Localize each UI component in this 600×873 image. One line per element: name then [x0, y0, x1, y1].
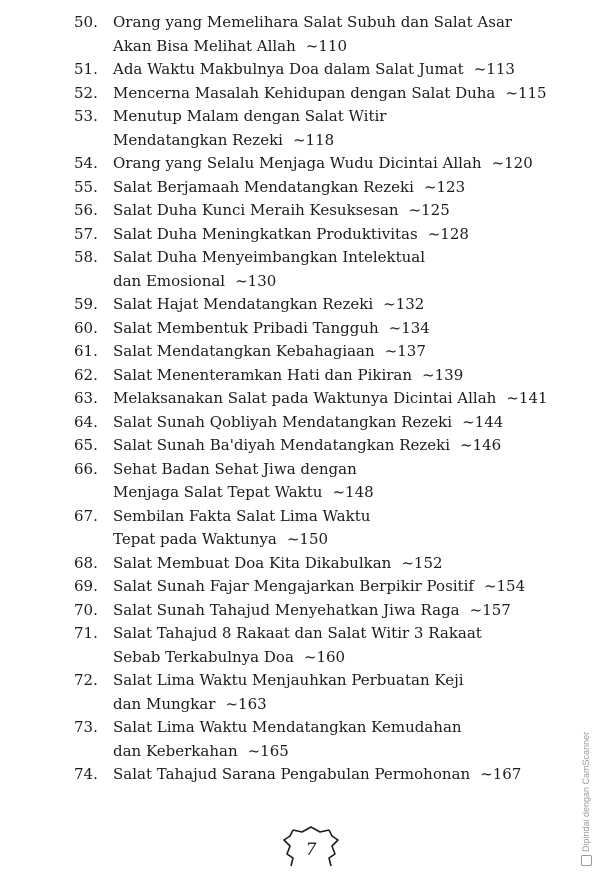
toc-entry-title: [113, 246, 574, 293]
toc-entry: [74, 575, 574, 599]
toc-entry-title: [113, 716, 574, 763]
toc-entry-number: 59.: [74, 295, 98, 313]
toc-entry-title: [113, 364, 574, 388]
toc-entry-number: 63.: [74, 389, 98, 407]
toc-entry-page: ~125: [408, 201, 450, 219]
toc-entry-page: ~144: [462, 412, 504, 431]
toc-entry-page: ~113: [473, 60, 515, 78]
toc-entry: [74, 364, 574, 388]
toc-entry-title-line: [113, 35, 574, 59]
toc-entry-title-text: dan Emosional: [113, 271, 226, 290]
toc-entry-title-line: [113, 246, 574, 270]
toc-entry-number: 52.: [74, 83, 98, 102]
toc-entry-title-text: dan Keberkahan: [113, 741, 238, 760]
toc-entry-title-line: [113, 223, 574, 247]
toc-entry-page: ~115: [505, 83, 547, 102]
toc-entry-page: ~152: [401, 553, 443, 572]
toc-entry-title: [113, 317, 574, 341]
table-of-contents: [74, 11, 574, 787]
toc-entry-title-text: Menutup Malam dengan Salat Witir: [113, 107, 387, 125]
toc-entry-number: 71.: [74, 624, 98, 642]
toc-entry-number: 65.: [74, 436, 98, 454]
toc-entry-title-text: Orang yang Memelihara Salat Subuh dan Salat Asar: [113, 13, 513, 31]
toc-entry-number: 70.: [74, 600, 98, 619]
watermark-text: Dipindai dengan CamScanner: [581, 731, 591, 852]
toc-entry: [74, 763, 574, 787]
toc-entry: [74, 411, 574, 435]
toc-entry-page: ~150: [286, 530, 329, 548]
toc-entry-title-line: [113, 552, 574, 576]
toc-entry-page: ~160: [303, 647, 346, 666]
toc-entry-number: 61.: [74, 342, 98, 360]
toc-entry-title-text: Sehat Badan Sehat Jiwa dengan: [113, 459, 357, 478]
toc-entry-title-text: Salat Membentuk Pribadi Tangguh: [113, 318, 379, 337]
toc-entry-title: [113, 340, 574, 364]
toc-entry-title-line: [113, 646, 574, 670]
toc-entry: [74, 434, 574, 458]
toc-entry-page: ~132: [383, 295, 425, 313]
toc-entry-title-text: Tepat pada Waktunya: [113, 530, 277, 548]
toc-entry-title-text: Salat Sunah Fajar Mengajarkan Berpikir Positif: [113, 577, 474, 595]
toc-entry: [74, 552, 574, 576]
toc-entry-title: [113, 575, 574, 599]
camscanner-logo-icon: [581, 855, 592, 866]
toc-entry-title-line: [113, 669, 574, 693]
toc-entry-title-line: [113, 270, 574, 294]
toc-entry-number: 54.: [74, 154, 98, 172]
toc-entry-title-text: Sebab Terkabulnya Doa: [113, 647, 294, 666]
toc-entry-page: ~163: [225, 694, 267, 713]
toc-entry-title-text: Ada Waktu Makbulnya Doa dalam Salat Jumat: [113, 60, 464, 78]
toc-entry-title-line: [113, 481, 574, 505]
toc-entry: [74, 293, 574, 317]
toc-entry-page: ~146: [460, 436, 502, 454]
toc-entry-page: ~141: [506, 389, 548, 407]
toc-entry-title-text: Salat Duha Kunci Meraih Kesuksesan: [113, 201, 399, 219]
toc-entry-page: ~165: [247, 741, 289, 760]
toc-entry-page: ~123: [423, 177, 466, 196]
toc-entry-title-line: [113, 575, 574, 599]
toc-entry-title-line: [113, 599, 574, 623]
toc-entry: [74, 176, 574, 200]
toc-entry: [74, 223, 574, 247]
toc-entry-page: ~154: [483, 577, 526, 595]
toc-entry-title-text: Salat Tahajud 8 Rakaat dan Salat Witir 3 Rakaat: [113, 624, 482, 642]
toc-entry-number: 57.: [74, 224, 98, 243]
toc-entry-title-line: [113, 340, 574, 364]
toc-entry-title-line: [113, 505, 574, 529]
toc-entry-title-text: Akan Bisa Melihat Allah: [113, 36, 296, 55]
toc-entry-number: 50.: [74, 13, 98, 31]
toc-entry-number: 51.: [74, 60, 98, 78]
toc-entry-title-text: Mencerna Masalah Kehidupan dengan Salat Duha: [113, 83, 496, 102]
toc-entry-title-text: Salat Sunah Ba'diyah Mendatangkan Rezeki: [113, 436, 451, 454]
toc-entry-number: 64.: [74, 412, 98, 431]
toc-entry-title: [113, 152, 574, 176]
toc-entry-title: [113, 199, 574, 223]
toc-entry-title: [113, 763, 574, 787]
toc-entry-number: 66.: [74, 459, 98, 478]
toc-entry-number: 58.: [74, 248, 98, 266]
toc-entry-page: ~139: [422, 365, 464, 384]
toc-entry-number: 69.: [74, 577, 98, 595]
toc-entry-title-line: [113, 387, 574, 411]
toc-entry-title: [113, 58, 574, 82]
toc-entry-page: ~120: [491, 154, 533, 172]
toc-entry-title-line: [113, 622, 574, 646]
toc-entry-page: ~148: [332, 483, 374, 501]
toc-entry-title-line: [113, 411, 574, 435]
toc-entry-title-text: Salat Tahajud Sarana Pengabulan Permohonan: [113, 765, 471, 783]
toc-entry-title: [113, 599, 574, 623]
toc-entry-title-line: [113, 716, 574, 740]
toc-entry: [74, 105, 574, 152]
toc-entry-title-text: Orang yang Selalu Menjaga Wudu Dicintai Allah: [113, 154, 482, 172]
toc-entry-page: ~118: [292, 130, 335, 149]
toc-entry-title-line: [113, 740, 574, 764]
toc-entry-title-text: Menjaga Salat Tepat Waktu: [113, 483, 323, 501]
toc-entry-title-line: [113, 82, 574, 106]
toc-entry: [74, 716, 574, 763]
toc-entry-page: ~157: [469, 600, 511, 619]
toc-entry-title: [113, 105, 574, 152]
toc-entry-title-text: Salat Sunah Qobliyah Mendatangkan Rezeki: [113, 412, 453, 431]
toc-entry-title-text: dan Mungkar: [113, 694, 216, 713]
toc-entry: [74, 599, 574, 623]
toc-entry-number: 60.: [74, 318, 98, 337]
toc-entry: [74, 340, 574, 364]
toc-entry: [74, 458, 574, 505]
toc-entry-title: [113, 622, 574, 669]
toc-entry-title-line: [113, 763, 574, 787]
toc-entry: [74, 505, 574, 552]
toc-entry-page: ~167: [480, 765, 522, 783]
toc-entry-title-text: Salat Berjamaah Mendatangkan Rezeki: [113, 177, 414, 196]
toc-entry-title-text: Salat Hajat Mendatangkan Rezeki: [113, 295, 374, 313]
toc-entry-title-text: Salat Mendatangkan Kebahagiaan: [113, 342, 375, 360]
toc-entry-title: [113, 176, 574, 200]
toc-entry-title: [113, 505, 574, 552]
toc-entry-title-line: [113, 528, 574, 552]
toc-entry-title-line: [113, 152, 574, 176]
toc-entry-title-text: Salat Lima Waktu Menjauhkan Perbuatan Keji: [113, 671, 464, 689]
toc-entry: [74, 152, 574, 176]
toc-entry-number: 62.: [74, 365, 98, 384]
toc-entry-title-text: Sembilan Fakta Salat Lima Waktu: [113, 506, 371, 525]
toc-entry: [74, 11, 574, 58]
toc-entry: [74, 58, 574, 82]
toc-entry-title-line: [113, 434, 574, 458]
toc-entry-page: ~134: [388, 318, 430, 337]
toc-entry-title-text: Salat Membuat Doa Kita Dikabulkan: [113, 553, 392, 572]
toc-entry: [74, 622, 574, 669]
toc-entry-title-text: Salat Duha Meningkatkan Produktivitas: [113, 224, 418, 243]
toc-entry-title-line: [113, 293, 574, 317]
toc-entry-title-line: [113, 364, 574, 388]
toc-entry-title-line: [113, 199, 574, 223]
toc-entry-page: ~110: [305, 36, 347, 55]
toc-entry-title-text: Mendatangkan Rezeki: [113, 130, 283, 149]
toc-entry-title: [113, 11, 574, 58]
scanner-watermark: [580, 732, 592, 866]
toc-entry-title-line: [113, 458, 574, 482]
toc-entry: [74, 387, 574, 411]
toc-entry-title-text: Salat Duha Menyeimbangkan Intelektual: [113, 248, 426, 266]
toc-entry-title: [113, 293, 574, 317]
toc-entry-number: 56.: [74, 201, 98, 219]
toc-entry-title-line: [113, 176, 574, 200]
toc-entry-number: 55.: [74, 177, 98, 196]
toc-entry-number: 73.: [74, 718, 98, 736]
toc-entry-title-line: [113, 11, 574, 35]
toc-entry: [74, 669, 574, 716]
toc-entry-page: ~130: [235, 271, 277, 290]
toc-entry: [74, 317, 574, 341]
toc-entry-title: [113, 387, 574, 411]
toc-entry-title-text: Salat Lima Waktu Mendatangkan Kemudahan: [113, 718, 462, 736]
toc-entry-number: 74.: [74, 765, 98, 783]
toc-entry-number: 68.: [74, 553, 98, 572]
toc-entry-title: [113, 552, 574, 576]
toc-entry-title: [113, 669, 574, 716]
toc-entry-title-text: Salat Menenteramkan Hati dan Pikiran: [113, 365, 413, 384]
toc-entry-title-line: [113, 129, 574, 153]
toc-entry-number: 72.: [74, 671, 98, 689]
toc-entry-title-text: Salat Sunah Tahajud Menyehatkan Jiwa Raga: [113, 600, 460, 619]
toc-entry-page: ~128: [427, 224, 469, 243]
toc-entry-title: [113, 434, 574, 458]
toc-entry-title-line: [113, 317, 574, 341]
toc-entry: [74, 246, 574, 293]
toc-entry-title-text: Melaksanakan Salat pada Waktunya Dicintai Allah: [113, 389, 497, 407]
toc-entry-title-line: [113, 105, 574, 129]
toc-entry-title: [113, 411, 574, 435]
toc-entry-page: ~137: [384, 342, 426, 360]
toc-entry-title: [113, 458, 574, 505]
toc-entry: [74, 199, 574, 223]
toc-entry: [74, 82, 574, 106]
page-number: 7: [305, 840, 317, 860]
toc-entry-title: [113, 82, 574, 106]
toc-entry-title-line: [113, 58, 574, 82]
toc-entry-number: 67.: [74, 506, 98, 525]
toc-entry-title-line: [113, 693, 574, 717]
toc-entry-number: 53.: [74, 107, 98, 125]
toc-entry-title: [113, 223, 574, 247]
